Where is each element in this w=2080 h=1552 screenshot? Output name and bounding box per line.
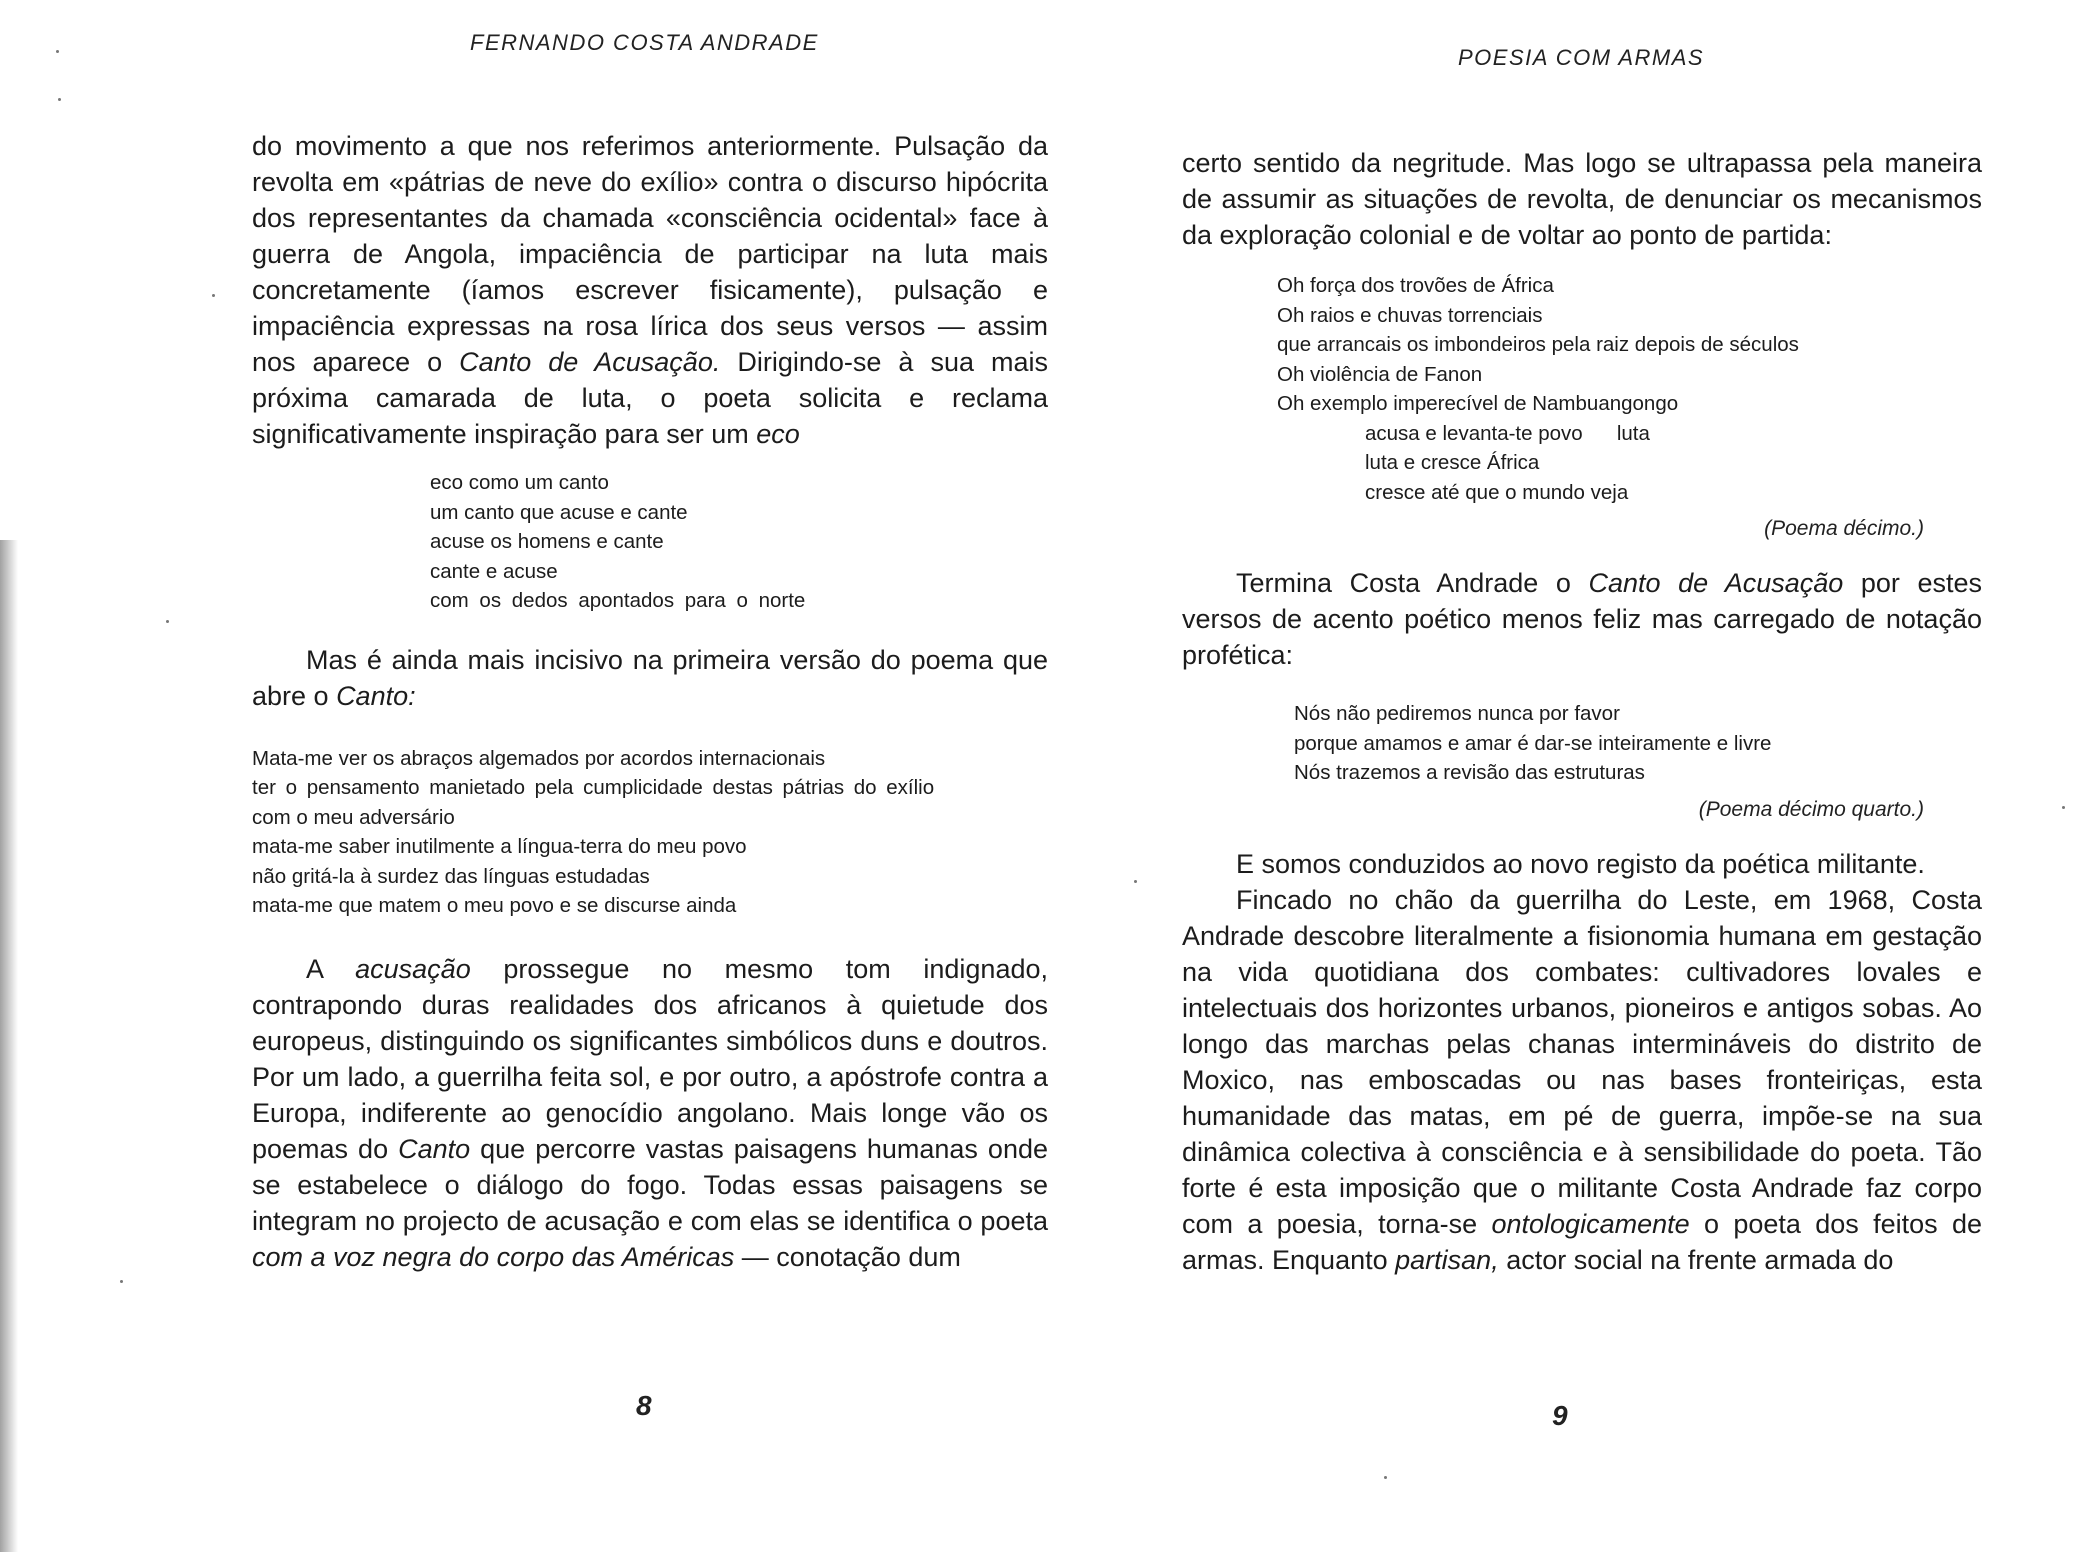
scan-speck xyxy=(1134,880,1137,883)
left-running-head: FERNANDO COSTA ANDRADE xyxy=(470,30,819,55)
left-page-number: 8 xyxy=(636,1390,652,1421)
verse-line: luta e cresce África xyxy=(1365,451,1540,474)
verse-line: Nós trazemos a revisão das estruturas xyxy=(1294,761,1645,784)
left-verse-1 xyxy=(430,468,1048,616)
scan-speck xyxy=(56,50,59,53)
verse-line: Nós não pediremos nunca por favor xyxy=(1294,702,1620,725)
verse-line: que arrancais os imbondeiros pela raiz depois de séculos xyxy=(1277,333,1799,356)
scan-speck xyxy=(166,620,169,623)
verse-line: Oh raios e chuvas torrenciais xyxy=(1277,303,1543,327)
right-page-body xyxy=(1182,145,1982,1278)
verse-line: porque amamos e amar é dar-se inteiramente e livre xyxy=(1294,731,1772,755)
verse-line: um canto que acuse e cante xyxy=(430,500,688,524)
verse-line: cresce até que o mundo veja xyxy=(1365,480,1629,504)
right-running-head: POESIA COM ARMAS xyxy=(1458,45,1705,70)
right-verse-2 xyxy=(1294,699,1982,788)
binding-shadow xyxy=(0,540,18,1552)
right-page xyxy=(1100,0,2080,1552)
verse-line: com os dedos apontados para o norte xyxy=(430,589,806,612)
right-attribution-1: (Poema décimo.) xyxy=(1764,517,1924,540)
left-verse-2 xyxy=(252,744,1048,921)
right-attribution-2: (Poema décimo quarto.) xyxy=(1698,797,1924,821)
verse-line: com o meu adversário xyxy=(252,805,455,829)
scan-speck xyxy=(120,1280,123,1283)
verse-line: Mata-me ver os abraços algemados por acordos internacionais xyxy=(252,746,826,770)
verse-line: acusa e levanta-te povo luta xyxy=(1365,421,1650,445)
right-paragraph-1: certo sentido da negritude. Mas logo se ultrapassa pela maneira de assumir as situações de revolta, de denunciar os mecanismos da exploração colonial e de voltar ao ponto de partida: xyxy=(1182,148,1982,250)
verse-line: mata-me saber inutilmente a língua-terra do meu povo xyxy=(252,835,747,858)
verse-line: Oh exemplo imperecível de Nambuangongo xyxy=(1277,392,1679,415)
verse-line: eco como um canto xyxy=(430,471,609,494)
verse-line: acuse os homens e cante xyxy=(430,530,664,553)
left-paragraph-1: do movimento a que nos referimos anteriormente. Pulsação da revolta em «pátrias de neve do exílio» contra o discurso hipócrita dos representantes da chamada «consciência ocidental» face à guerra de Angola, impaciência de participar na luta mais concretamente (íamos escrever fisicamente), pulsação e impaciência expressas na rosa lírica dos seus versos — assim nos aparece o Canto de Acusação. Dirigindo-se à sua mais próxima camarada de luta, o poeta solicita e reclama significativamente inspiração para ser um eco xyxy=(252,131,1049,449)
verse-line: Oh violência de Fanon xyxy=(1277,362,1483,386)
left-paragraph-3: A acusação prossegue no mesmo tom indignado, contrapondo duras realidades dos africanos à quietude dos europeus, distinguindo os significantes simbólicos duns e doutros. Por um lado, a guerrilha feita sol, e por outro, a apóstrofe contra a Europa, indiferente ao genocídio angolano. Mais longe vão os poemas do Canto que percorre vastas paisagens humanas onde se estabelece o diálogo do fogo. Todas essas paisagens se integram no projecto de acusação e com elas se identifica o poeta com a voz negra do corpo das Américas — conotação dum xyxy=(252,953,1048,1272)
scan-speck xyxy=(2062,806,2065,809)
verse-line: cante e acuse xyxy=(430,559,558,583)
verse-line: não gritá-la à surdez das línguas estudadas xyxy=(252,864,650,888)
verse-line: Oh força dos trovões de África xyxy=(1277,274,1554,297)
left-paragraph-2: Mas é ainda mais incisivo na primeira versão do poema que abre o Canto: xyxy=(252,644,1048,711)
verse-line: mata-me que matem o meu povo e se discurse ainda xyxy=(252,894,737,917)
verse-line: ter o pensamento manietado pela cumplicidade destas pátrias do exílio xyxy=(252,776,935,799)
scan-speck xyxy=(212,294,215,297)
scan-speck xyxy=(58,98,61,101)
left-page-body xyxy=(252,128,1048,1275)
right-paragraph-2: Termina Costa Andrade o Canto de Acusação por estes versos de acento poético menos feliz mas carregado de notação profética: xyxy=(1182,568,1983,670)
right-paragraph-4: Fincado no chão da guerrilha do Leste, em 1968, Costa Andrade descobre literalmente a fisionomia humana em gestação na vida quotidiana dos combates: cultivadores lovales e intelectuais dos horizontes urbanos, pioneiros e antigos sobas. Ao longo das marchas pelas chanas intermináveis do distrito de Moxico, nas emboscadas ou nas bases fronteiriças, esta humanidade das matas, em pé de guerra, impõe-se na sua dinâmica colectiva à consciência e à sensibilidade do poeta. Tão forte é esta imposição que o militante Costa Andrade faz corpo com a poesia, torna-se ontologicamente o poeta dos feitos de armas. Enquanto partisan, actor social na frente armada do xyxy=(1182,884,1982,1275)
right-page-number: 9 xyxy=(1552,1400,1568,1431)
right-verse-1 xyxy=(1277,271,1982,507)
scan-speck xyxy=(1384,1476,1387,1479)
right-paragraph-3: E somos conduzidos ao novo registo da poética militante. xyxy=(1236,848,1925,879)
